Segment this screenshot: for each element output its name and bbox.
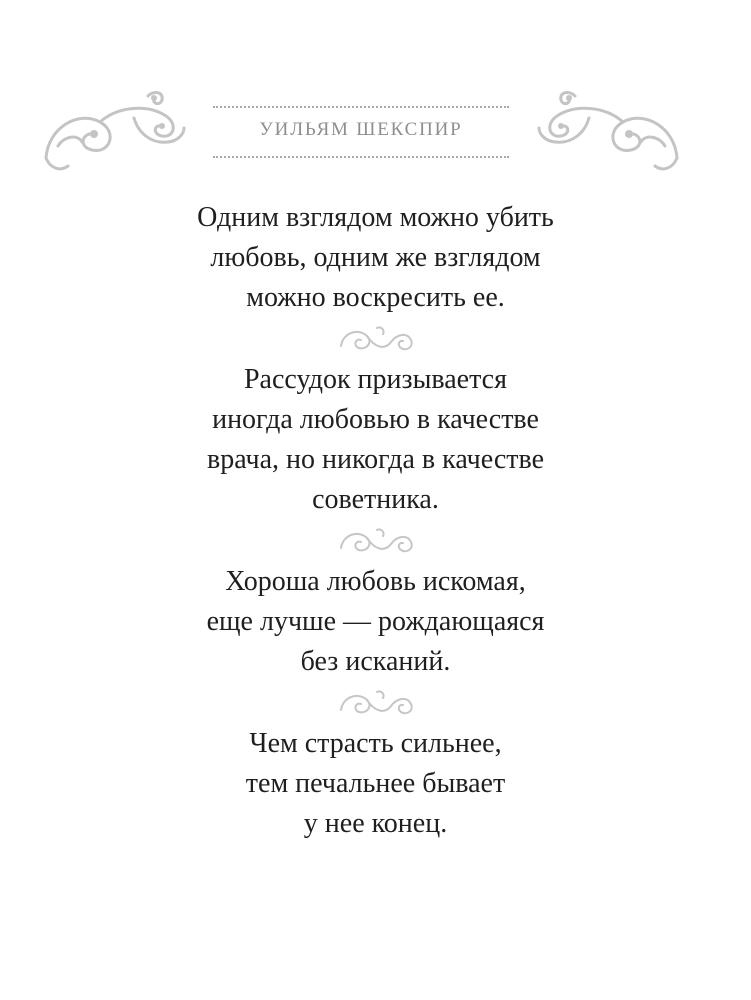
author-name: УИЛЬЯМ ШЕКСПИР [259,119,463,140]
flourish-ornament-icon [38,88,188,180]
quote-2 [0,360,751,520]
swirl-divider-icon [337,324,415,354]
quotes-list [0,198,751,844]
quote-line: у нее конец. [303,808,448,839]
quote-line: иногда любовью в качестве [212,404,539,435]
quote-1 [0,198,751,318]
page-header [0,88,751,188]
flourish-ornament-icon [535,88,685,180]
dotted-rule-top [213,106,509,108]
quote-line: врача, но никогда в качестве [207,444,544,475]
quote-line: Чем страсть сильнее, [249,728,502,759]
quote-line: Хороша любовь искомая, [225,566,526,597]
quote-line: Одним взглядом можно убить [197,202,554,233]
quote-3 [0,562,751,682]
quote-line: еще лучше — рождающаяся [206,606,545,637]
quote-line: Рассудок призывается [243,364,507,395]
swirl-divider-icon [337,526,415,556]
quote-line: без исканий. [300,646,451,677]
quote-line: любовь, одним же взглядом [210,242,541,273]
quote-4 [0,724,751,844]
author-plate [213,106,509,166]
quote-line: можно воскресить ее. [246,282,505,313]
quote-line: советника. [312,484,439,515]
swirl-divider-icon [337,688,415,718]
dotted-rule-bottom [213,156,509,158]
quote-line: тем печальнее бывает [245,768,506,799]
